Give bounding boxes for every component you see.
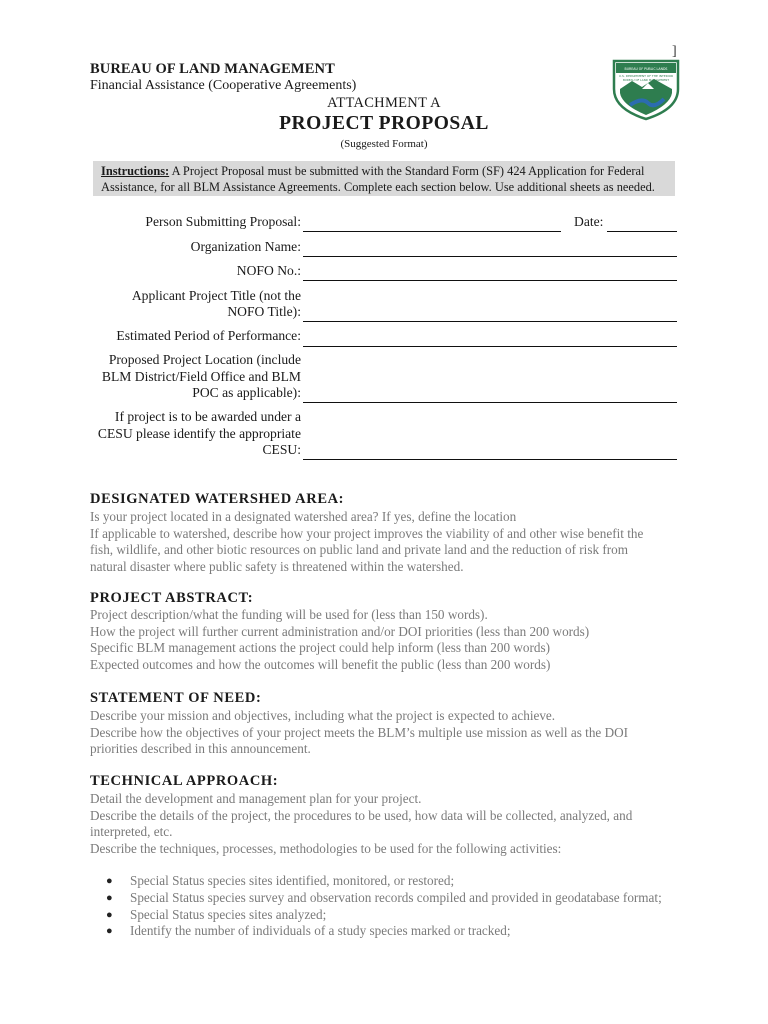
activities-list	[106, 873, 680, 940]
cesu-label-1: If project is to be awarded under a	[114, 409, 301, 424]
technical-line: Describe the techniques, processes, methodologies to be used for the following activities:	[90, 840, 562, 856]
period-field[interactable]	[303, 346, 677, 347]
need-line: Describe your mission and objectives, including what the project is expected to achieve.	[90, 708, 556, 723]
abstract-line: How the project will further current administration and/or DOI priorities (less than 200 words)	[90, 623, 590, 639]
nofo-label: NOFO No.:	[236, 263, 301, 278]
watershed-line: natural disaster where public safety is threatened within the watershed.	[90, 558, 464, 574]
project-title-label-2: NOFO Title):	[227, 304, 301, 319]
bullet-icon: ●	[106, 925, 113, 938]
project-title-label-1: Applicant Project Title (not the	[131, 288, 301, 303]
date-field[interactable]	[607, 231, 677, 232]
cesu-field[interactable]	[303, 459, 677, 460]
bullet-icon: ●	[106, 908, 113, 921]
page-title: PROJECT PROPOSAL	[279, 113, 489, 134]
bullet-icon: ●	[106, 875, 113, 887]
abstract-line: Project description/what the funding will be used for (less than 150 words).	[90, 607, 488, 622]
location-label-2: BLM District/Field Office and BLM	[101, 369, 301, 384]
technical-line: Detail the development and management plan for your project.	[90, 791, 422, 806]
watershed-line: fish, wildlife, and other biotic resources on public land and private land and the reduction of risk from	[90, 542, 628, 557]
person-label: Person Submitting Proposal:	[145, 214, 301, 229]
instructions-box	[93, 161, 675, 196]
need-line: Describe how the objectives of your project meets the BLM’s multiple use mission as well as the DOI	[90, 724, 629, 740]
abstract-line: Specific BLM management actions the project could help inform (less than 200 words)	[90, 640, 550, 655]
need-line: priorities described in this announcement.	[90, 741, 311, 756]
abstract-line: Expected outcomes and how the outcomes will benefit the public (less than 200 words)	[90, 656, 551, 672]
cesu-label-3: CESU:	[262, 442, 301, 457]
logo-text-top: BUREAU OF PUBLIC LANDS	[624, 67, 668, 71]
list-item-text: Special Status species sites analyzed;	[130, 906, 327, 922]
technical-body	[90, 791, 680, 857]
watershed-line: If applicable to watershed, describe how your project improves the viability of and other wise benefit the	[90, 525, 644, 541]
nofo-field[interactable]	[303, 280, 677, 281]
org-label: Organization Name:	[190, 239, 301, 254]
project-title-field[interactable]	[303, 321, 677, 322]
need-body	[90, 708, 680, 758]
location-label-1: Proposed Project Location (include	[108, 352, 301, 367]
watershed-body	[90, 509, 680, 575]
need-heading: STATEMENT OF NEED:	[90, 690, 262, 706]
location-field[interactable]	[303, 402, 677, 403]
corner-mark: ]	[672, 44, 677, 59]
period-label: Estimated Period of Performance:	[116, 328, 301, 343]
page-subtitle: (Suggested Format)	[340, 138, 428, 150]
watershed-line: Is your project located in a designated watershed area? If yes, define the location	[90, 509, 517, 524]
watershed-heading: DESIGNATED WATERSHED AREA:	[90, 491, 345, 507]
list-item	[106, 890, 680, 907]
logo-text-mid: U.S. DEPARTMENT OF THE INTERIOR	[618, 74, 674, 78]
agency-name: BUREAU OF LAND MANAGEMENT	[90, 61, 335, 77]
date-label: Date:	[574, 214, 604, 229]
abstract-body	[90, 607, 680, 673]
technical-line: interpreted, etc.	[90, 824, 173, 839]
list-item	[106, 873, 680, 890]
instructions-text: A Project Proposal must be submitted with the Standard Form (SF) 424 Application for Federal Assistance, for all BLM Assistance Agreements. Complete each section below. Use additional sheets as needed.	[101, 164, 655, 194]
abstract-heading: PROJECT ABSTRACT:	[90, 590, 254, 606]
bullet-icon: ●	[106, 891, 113, 904]
list-item	[106, 907, 680, 924]
list-item-text: Identify the number of individuals of a study species marked or tracked;	[130, 923, 511, 939]
location-label-3: POC as applicable):	[192, 385, 301, 400]
technical-line: Describe the details of the project, the procedures to be used, how data will be collected, analyzed, and	[90, 807, 633, 823]
list-item-text: Special Status species sites identified, monitored, or restored;	[130, 873, 455, 888]
attachment-label: ATTACHMENT A	[327, 95, 441, 111]
instructions-label: Instructions:	[101, 164, 170, 178]
person-field[interactable]	[303, 231, 561, 232]
org-field[interactable]	[303, 256, 677, 257]
logo-text-bottom: BUREAU OF LAND MANAGEMENT	[622, 78, 670, 82]
list-item	[106, 923, 680, 940]
list-item-text: Special Status species survey and observation records compiled and provided in geodatabase format;	[130, 889, 662, 905]
agency-subtitle: Financial Assistance (Cooperative Agreements)	[90, 78, 357, 93]
cesu-label-2: CESU please identify the appropriate	[97, 426, 301, 441]
technical-heading: TECHNICAL APPROACH:	[90, 773, 279, 789]
